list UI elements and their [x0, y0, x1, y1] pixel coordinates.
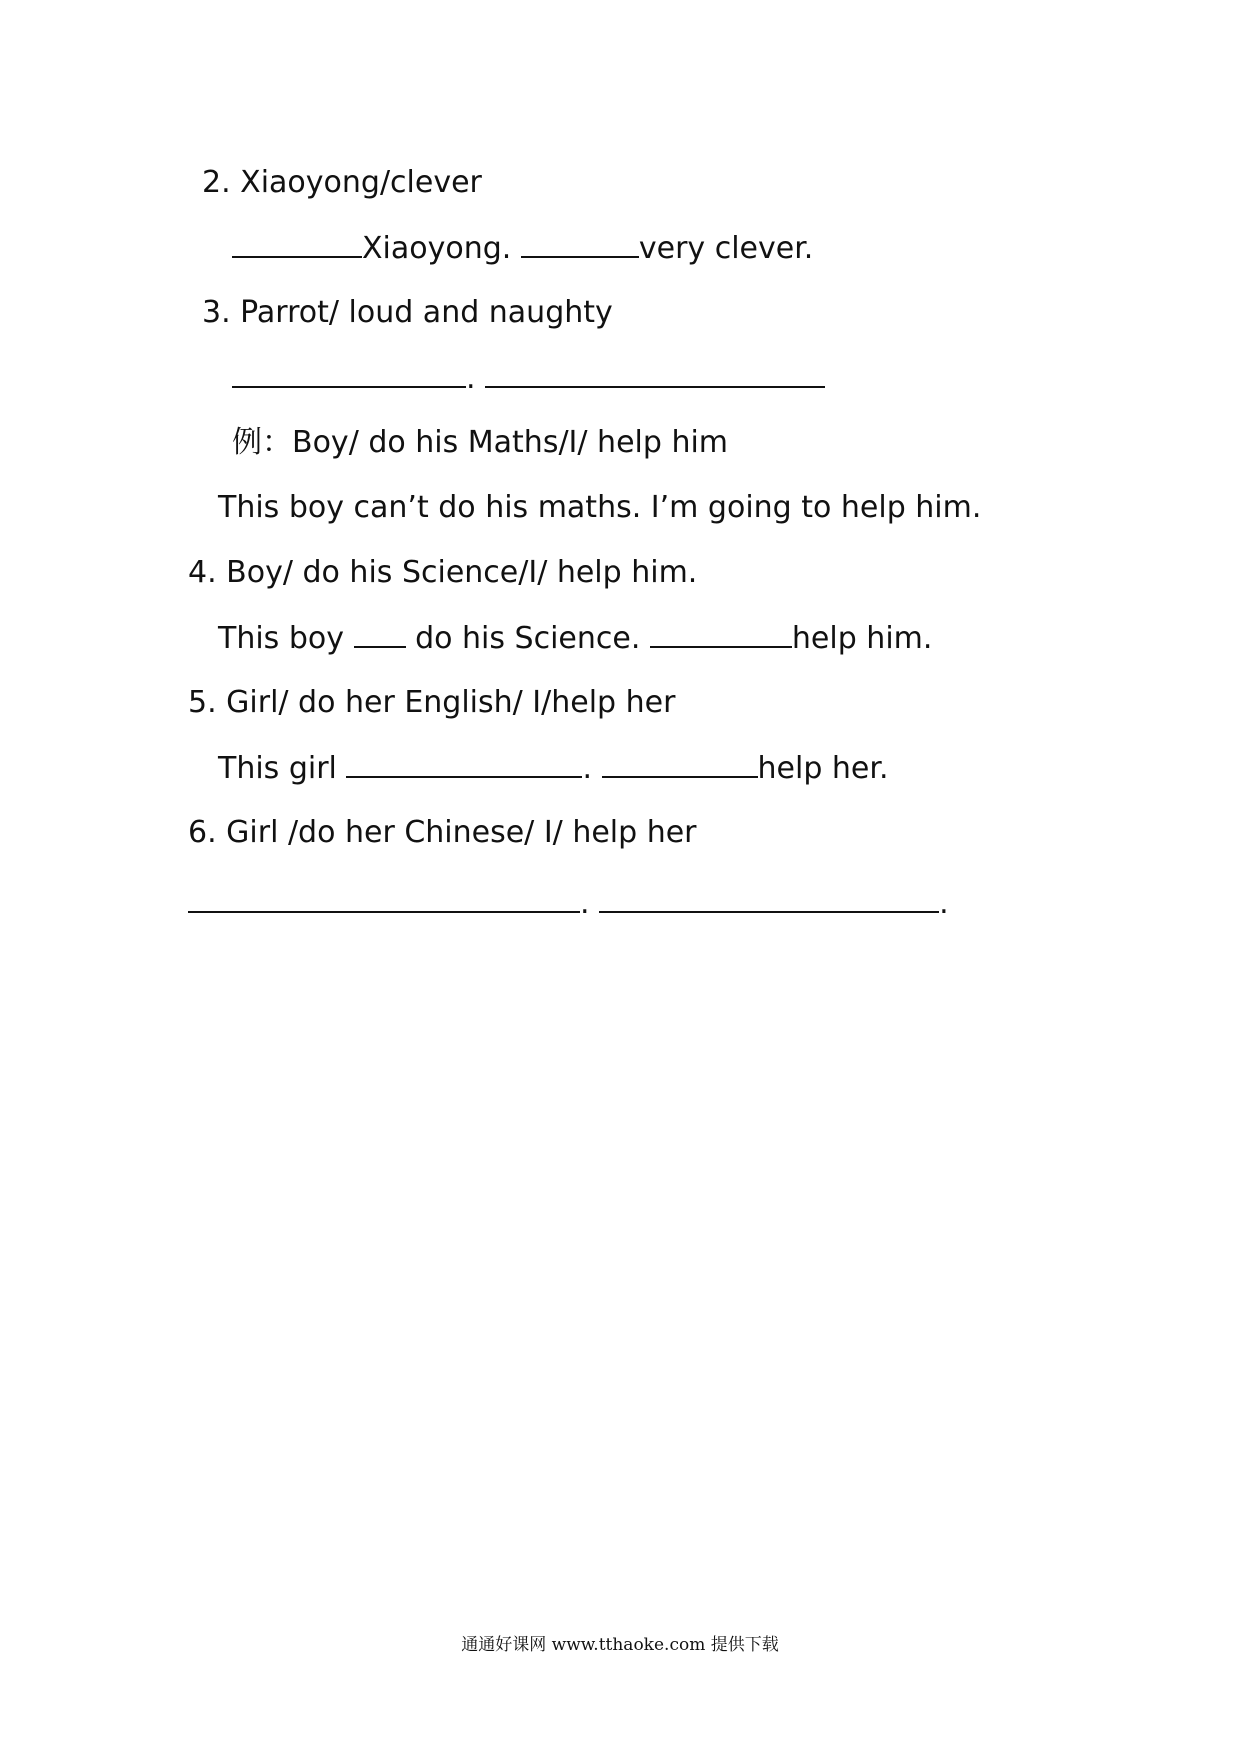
answer-blank[interactable] [188, 885, 580, 913]
q2-prompt: 2. Xiaoyong/clever [202, 165, 482, 200]
q6-answer-dot2: . [939, 886, 949, 921]
q3-answer-line [232, 360, 825, 397]
q5-answer-line [218, 750, 889, 787]
answer-blank[interactable] [650, 620, 792, 648]
q4-answer-line [218, 620, 932, 657]
answer-blank[interactable] [346, 750, 582, 778]
q3-answer-dot: . [466, 361, 476, 396]
q2-answer-part1: Xiaoyong. [362, 231, 512, 266]
q2-answer-line [232, 230, 813, 267]
q3-prompt: 3. Parrot/ loud and naughty [202, 295, 613, 330]
q5-answer-end: help her. [757, 751, 889, 786]
q6-prompt: 6. Girl /do her Chinese/ I/ help her [188, 815, 697, 850]
answer-blank[interactable] [599, 885, 939, 913]
example-prompt: 例：Boy/ do his Maths/I/ help him [232, 425, 729, 460]
page-footer: 通通好课网 www.tthaoke.com 提供下载 [461, 1635, 779, 1655]
q5-answer-dot: . [582, 751, 592, 786]
answer-blank[interactable] [602, 750, 758, 778]
answer-blank[interactable] [354, 620, 406, 648]
answer-blank[interactable] [521, 230, 639, 258]
q5-answer-start: This girl [218, 751, 337, 786]
q4-prompt: 4. Boy/ do his Science/I/ help him. [188, 555, 698, 590]
q6-answer-line [188, 885, 949, 922]
q5-prompt: 5. Girl/ do her English/ I/help her [188, 685, 676, 720]
q4-answer-start: This boy [218, 621, 344, 656]
answer-blank[interactable] [485, 360, 825, 388]
q2-answer-part2: very clever. [638, 231, 814, 266]
answer-blank[interactable] [232, 360, 466, 388]
q4-answer-end: help him. [791, 621, 933, 656]
example-answer: This boy can’t do his maths. I’m going to help him. [218, 490, 982, 525]
q4-answer-mid: do his Science. [415, 621, 641, 656]
q6-answer-dot1: . [580, 886, 590, 921]
answer-blank[interactable] [232, 230, 362, 258]
